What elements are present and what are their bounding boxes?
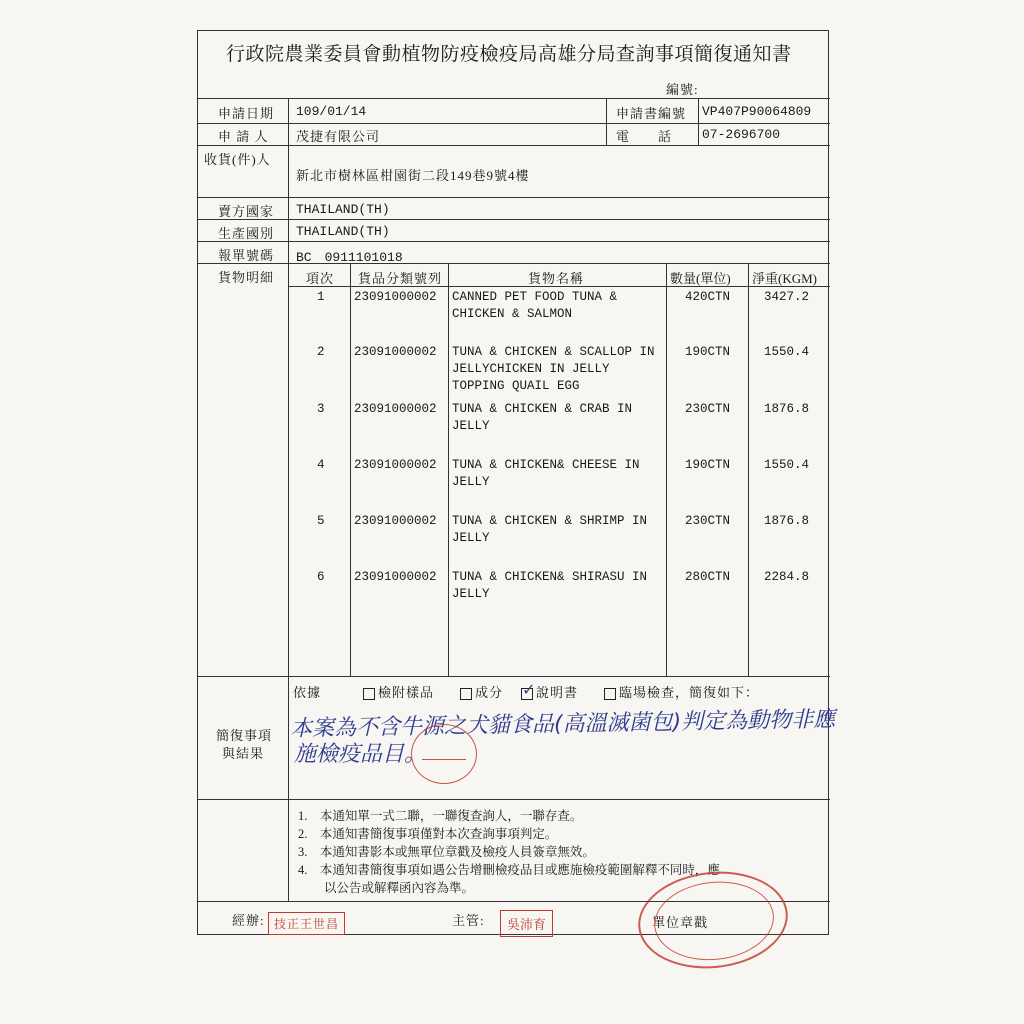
basis-option-manual: ✓ 說明書 <box>522 680 579 700</box>
row-no: 3 <box>317 402 325 416</box>
app-no-label: 申請書編號 <box>616 106 687 121</box>
col-header-no: 項次 <box>306 271 335 286</box>
row-weight: 1550.4 <box>764 458 810 472</box>
note-1: 1. 本通知單一式二聯，一聯復查詢人，一聯存查。 <box>298 809 583 823</box>
apply-date-value: 109/01/14 <box>296 104 367 119</box>
row-no: 1 <box>317 290 325 304</box>
checkmark-icon: ✓ <box>522 680 537 700</box>
row-name: TUNA & CHICKEN & SHRIMP IN JELLY <box>452 514 648 545</box>
notice-form <box>197 30 836 935</box>
inspector-seal-stamp <box>411 724 477 784</box>
declaration-value: BC 0911101018 <box>296 250 403 265</box>
checkbox-ingredient <box>460 688 472 700</box>
row-code: 23091000002 <box>354 570 437 584</box>
handler-stamp: 技正王世昌 <box>268 912 345 935</box>
applicant-label: 申 請 人 <box>218 129 269 144</box>
unit-seal-label: 單位章戳 <box>652 915 709 930</box>
app-no-value: VP407P90064809 <box>702 104 812 119</box>
row-qty: 230CTN <box>685 402 731 416</box>
form-title: 行政院農業委員會動植物防疫檢疫局高雄分局查詢事項簡復通知書 <box>226 44 792 65</box>
basis-label: 依據 <box>293 685 322 700</box>
goods-label: 貨物明細 <box>218 270 275 285</box>
note-4-continued: 以公告或解釋函內容為準。 <box>324 881 475 895</box>
handwritten-reply-line2: 施檢疫品目。 <box>294 742 427 767</box>
row-weight: 1876.8 <box>764 402 810 416</box>
supervisor-label: 主管: <box>452 913 485 928</box>
col-header-qty: 數量(單位) <box>670 271 731 286</box>
checkbox-onsite <box>604 688 616 700</box>
basis-option-onsite: 臨場檢查，簡復如下： <box>604 682 759 701</box>
col-header-weight: 淨重(KGM) <box>752 271 817 286</box>
row-name: CANNED PET FOOD TUNA & CHICKEN & SALMON <box>452 290 618 321</box>
reply-label-line2: 與結果 <box>222 746 265 761</box>
supervisor-stamp: 吳沛育 <box>500 910 553 937</box>
note-2: 2. 本通知書簡復事項僅對本次查詢事項判定。 <box>298 827 558 841</box>
col-header-name: 貨物名稱 <box>528 271 585 286</box>
note-3: 3. 本通知書影本或無單位章戳及檢疫人員簽章無效。 <box>298 845 595 859</box>
consignee-address: 新北市樹林區柑園街二段149巷9號4樓 <box>296 168 530 183</box>
origin-label: 生產國別 <box>218 226 275 241</box>
row-qty: 280CTN <box>685 570 731 584</box>
row-no: 5 <box>317 514 325 528</box>
basis-option-sample: 檢附樣品 <box>363 682 434 701</box>
row-code: 23091000002 <box>354 458 437 472</box>
basis-option-ingredient: 成分 <box>460 682 503 701</box>
consignee-label: 收貨(件)人 <box>204 152 271 167</box>
row-qty: 190CTN <box>685 458 731 472</box>
handler-label: 經辦: <box>232 913 265 928</box>
checkbox-manual-checked <box>521 680 537 700</box>
declaration-label: 報單號碼 <box>218 248 275 263</box>
note-4: 4. 本通知書簡復事項如遇公告增刪檢疫品目或應施檢疫範圍解釋不同時，應 <box>298 863 720 877</box>
row-qty: 230CTN <box>685 514 731 528</box>
row-weight: 3427.2 <box>764 290 810 304</box>
row-qty: 190CTN <box>685 345 731 359</box>
applicant-value: 茂捷有限公司 <box>296 129 381 144</box>
seller-label: 賣方國家 <box>218 204 275 219</box>
row-weight: 1876.8 <box>764 514 810 528</box>
row-name: TUNA & CHICKEN& SHIRASU IN JELLY <box>452 570 648 601</box>
checkbox-sample <box>363 688 375 700</box>
phone-label: 電 話 <box>616 129 673 144</box>
row-code: 23091000002 <box>354 290 437 304</box>
row-name: TUNA & CHICKEN & SCALLOP IN JELLYCHICKEN IN JELLY TOPPING QUAIL EGG <box>452 345 655 393</box>
row-qty: 420CTN <box>685 290 731 304</box>
reply-label-line1: 簡復事項 <box>216 728 273 743</box>
seller-value: THAILAND(TH) <box>296 202 390 217</box>
row-weight: 2284.8 <box>764 570 810 584</box>
row-code: 23091000002 <box>354 345 437 359</box>
row-weight: 1550.4 <box>764 345 810 359</box>
origin-value: THAILAND(TH) <box>296 224 390 239</box>
apply-date-label: 申請日期 <box>218 106 275 121</box>
handwritten-reply-line1: 本案為不含牛源之犬貓食品(高溫滅菌包)判定為動物非應 <box>289 707 836 742</box>
phone-value: 07-2696700 <box>702 127 781 142</box>
row-name: TUNA & CHICKEN & CRAB IN JELLY <box>452 402 633 433</box>
row-code: 23091000002 <box>354 514 437 528</box>
row-code: 23091000002 <box>354 402 437 416</box>
row-no: 6 <box>317 570 325 584</box>
row-no: 2 <box>317 345 325 359</box>
row-no: 4 <box>317 458 325 472</box>
col-header-code: 貨品分類號列 <box>358 271 443 286</box>
serial-label: 編號: <box>666 82 699 97</box>
row-name: TUNA & CHICKEN& CHEESE IN JELLY <box>452 458 640 489</box>
